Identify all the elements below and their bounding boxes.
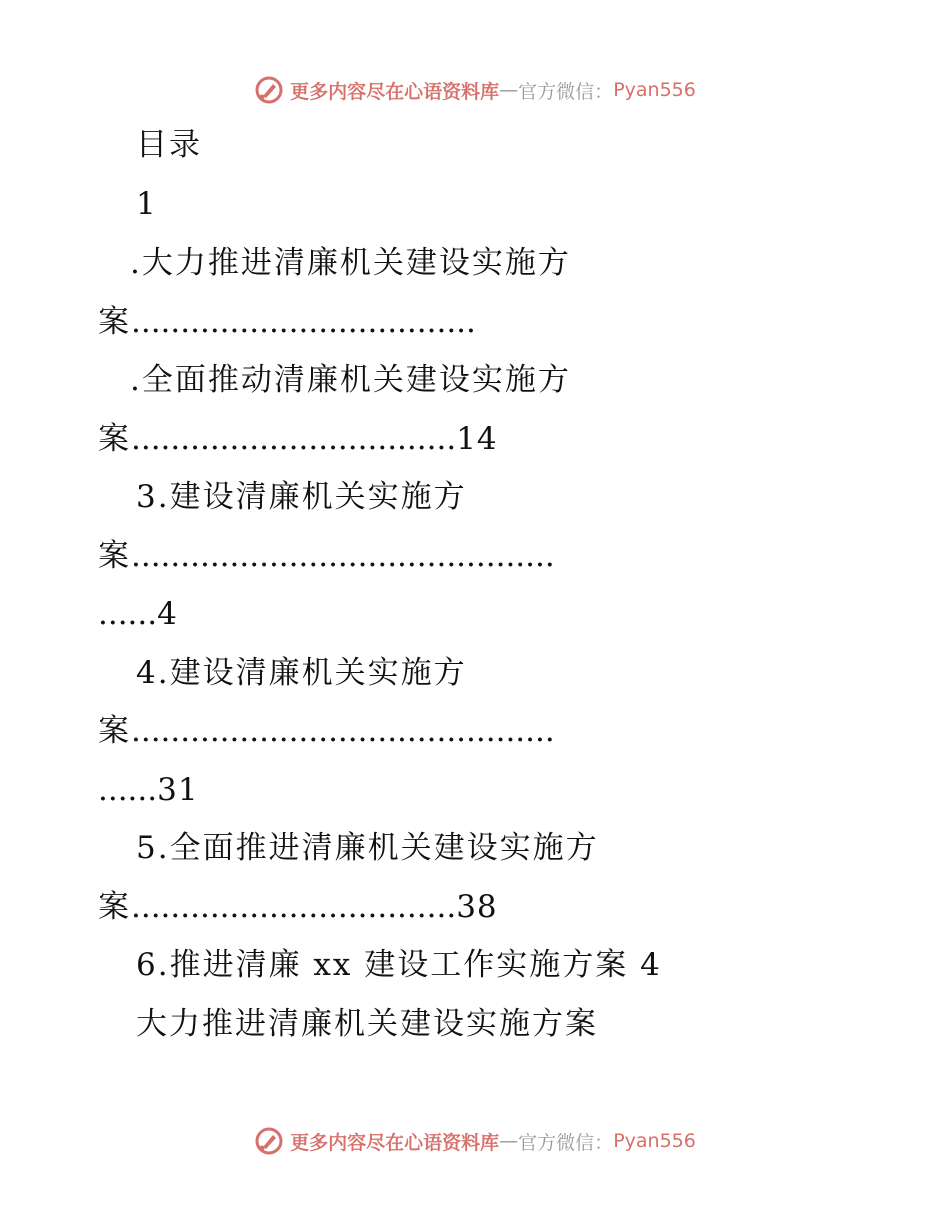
toc-item-2-dots: ................................. — [131, 421, 457, 457]
watermark-official-label: 官方微信： — [518, 80, 614, 103]
toc-item-5-dots: ................................. — [131, 889, 457, 925]
toc-item-4-page: 31 — [157, 772, 199, 808]
toc-item-1-tail: 案 — [98, 304, 131, 340]
toc-item-5-page: 38 — [456, 889, 498, 925]
toc-item-2-tail: 案 — [98, 421, 131, 457]
toc-item-3-leader-cont — [98, 594, 178, 634]
toc-item-1-number: 1 — [136, 186, 157, 222]
toc-item-6: 6.推进清廉 xx 建设工作实施方案 4 — [136, 947, 662, 983]
toc-item-5-leader — [98, 887, 498, 927]
toc-item-4-dots: ........................................... — [131, 713, 555, 749]
watermark-official-label: 官方微信： — [518, 1131, 614, 1154]
watermark-dash: — — [499, 1130, 519, 1152]
toc-item-3-leader — [98, 536, 555, 576]
toc-item-3-page: 4 — [157, 596, 178, 632]
footer-watermark — [0, 1121, 950, 1161]
toc-item-4-dots-cont: ...... — [98, 772, 158, 808]
toc-item-2-title: .全面推动清廉机关建设实施方 — [130, 362, 571, 398]
pen-logo-icon — [254, 75, 284, 105]
toc-item-3-dots: ........................................... — [131, 538, 555, 574]
toc-heading: 目录 — [136, 127, 202, 163]
watermark-text: 更多内容尽在心语资料库 — [290, 1131, 500, 1154]
watermark-text: 更多内容尽在心语资料库 — [290, 80, 500, 103]
toc-item-1-title: .大力推进清廉机关建设实施方 — [130, 245, 571, 281]
watermark-dash: — — [499, 79, 519, 101]
toc-item-4-tail: 案 — [98, 713, 131, 749]
toc-item-4-title: 4.建设清廉机关实施方 — [136, 655, 467, 691]
toc-item-4-leader-cont — [98, 770, 199, 810]
toc-item-5-tail: 案 — [98, 889, 131, 925]
toc-item-3-tail: 案 — [98, 538, 131, 574]
toc-item-1-dots: ................................... — [131, 304, 476, 340]
toc-item-3-dots-cont: ...... — [98, 596, 158, 632]
toc-item-2-leader — [98, 419, 498, 459]
watermark-wechat-id: Pyan556 — [613, 1130, 696, 1152]
pen-logo-icon — [254, 1126, 284, 1156]
toc-item-3-title: 3.建设清廉机关实施方 — [136, 479, 467, 515]
toc-item-4-leader — [98, 711, 555, 751]
body-section-title: 大力推进清廉机关建设实施方案 — [136, 1006, 598, 1042]
toc-item-2-page: 14 — [456, 421, 498, 457]
toc-item-1-leader — [98, 302, 476, 342]
header-watermark — [0, 70, 950, 110]
toc-item-5-title: 5.全面推进清廉机关建设实施方 — [136, 830, 599, 866]
watermark-wechat-id: Pyan556 — [613, 79, 696, 101]
